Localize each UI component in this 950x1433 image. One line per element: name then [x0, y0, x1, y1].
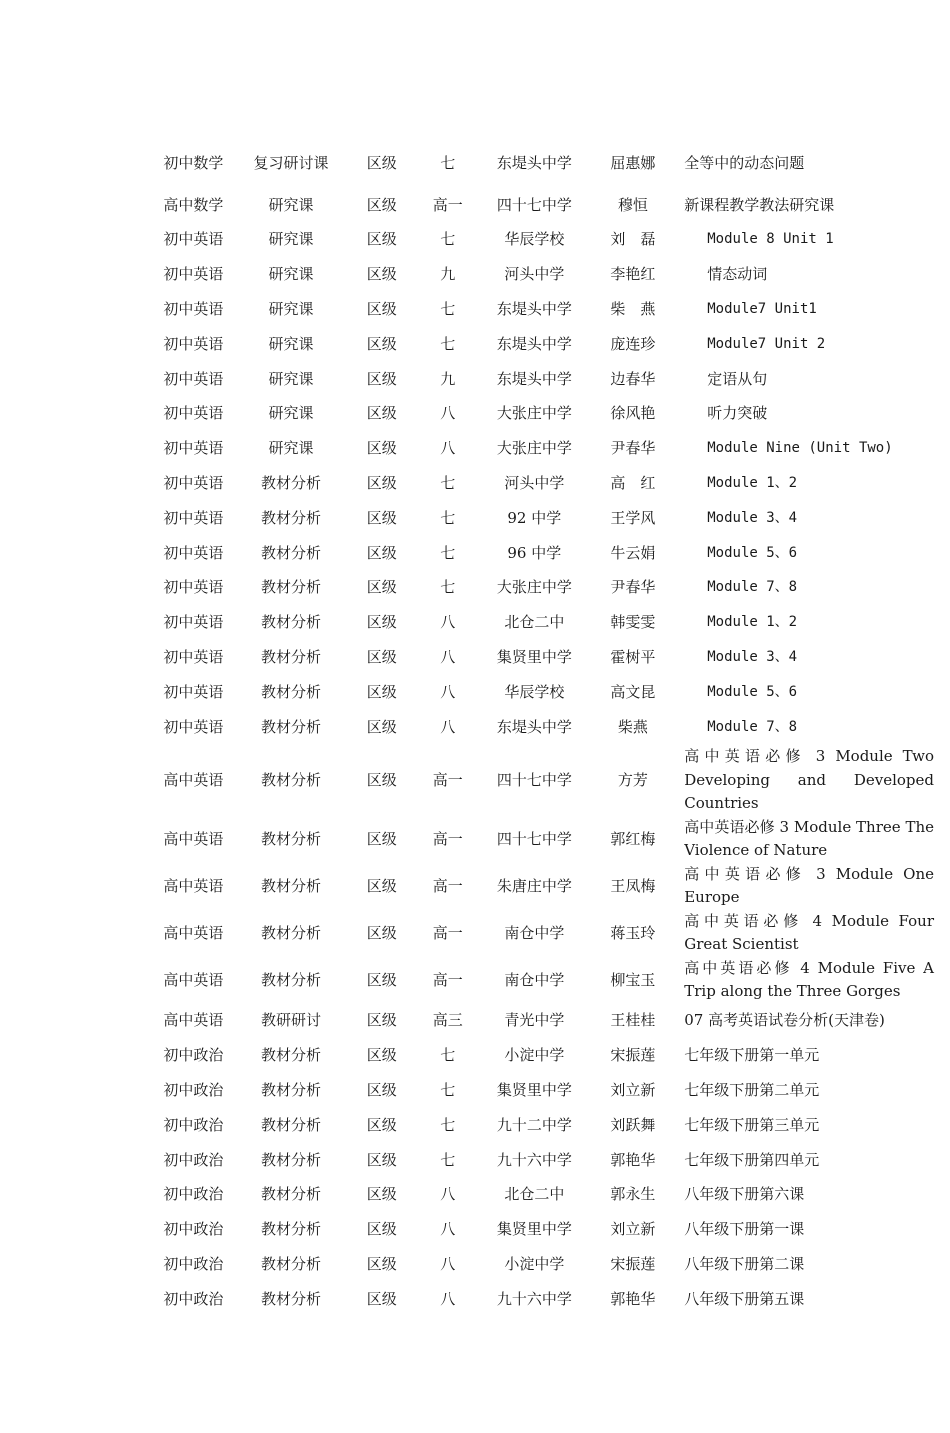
level-cell: 区级	[366, 154, 397, 173]
school-cell: 河头中学	[504, 474, 565, 493]
type-cell: 研究课	[268, 300, 314, 319]
table-row	[154, 258, 950, 293]
topic-cell: Module7 Unit 2	[707, 335, 826, 352]
subject-cell: 高中数学	[163, 195, 224, 214]
teacher-cell: 宋振莲	[610, 1254, 656, 1273]
level-cell: 区级	[366, 334, 397, 353]
grade-cell: 七	[440, 508, 456, 527]
topic-cell: Module 5、6	[707, 544, 798, 561]
topic-cell: 八年级下册第一课	[684, 1220, 805, 1239]
school-cell: 96 中学	[507, 543, 562, 562]
grade-cell: 八	[440, 682, 456, 701]
subject-cell: 初中英语	[163, 230, 224, 249]
schedule-table	[154, 140, 950, 1317]
level-cell: 区级	[366, 613, 397, 632]
type-cell: 教材分析	[260, 474, 321, 493]
school-cell: 河头中学	[504, 265, 565, 284]
grade-cell: 七	[440, 1046, 456, 1065]
type-cell: 复习研讨课	[253, 154, 329, 173]
topic-cell: 情态动词	[707, 265, 768, 284]
type-cell: 教材分析	[260, 578, 321, 597]
school-cell: 小淀中学	[504, 1046, 565, 1065]
topic-cell: Module Nine (Unit Two)	[707, 440, 893, 457]
topic-cell: 定语从句	[707, 369, 768, 388]
table-row	[154, 1073, 950, 1108]
school-cell: 东堤头中学	[496, 334, 572, 353]
grade-cell: 九	[440, 369, 456, 388]
teacher-cell: 王学风	[610, 508, 656, 527]
school-cell: 集贤里中学	[496, 1080, 572, 1099]
type-cell: 教材分析	[260, 1115, 321, 1134]
subject-cell: 高中英语	[163, 770, 224, 789]
table-row	[154, 863, 950, 910]
school-cell: 华辰学校	[504, 230, 565, 249]
topic-cell: 七年级下册第三单元	[684, 1115, 820, 1134]
grade-cell: 高一	[432, 876, 463, 895]
table-row	[154, 188, 950, 223]
teacher-cell: 郭永生	[610, 1185, 656, 1204]
table-row	[154, 223, 950, 258]
topic-cell: Module 7、8	[707, 579, 798, 596]
teacher-cell: 王凤梅	[610, 876, 656, 895]
type-cell: 教材分析	[260, 717, 321, 736]
level-cell: 区级	[366, 1185, 397, 1204]
subject-cell: 初中政治	[163, 1254, 224, 1273]
topic-cell: 高中英语必修 4 Module Four Great Scientist	[684, 911, 934, 954]
teacher-cell: 柴 燕	[610, 300, 656, 319]
school-cell: 九十六中学	[496, 1150, 572, 1169]
teacher-cell: 柴燕	[617, 717, 648, 736]
grade-cell: 高一	[432, 770, 463, 789]
school-cell: 四十七中学	[496, 770, 572, 789]
teacher-cell: 柳宝玉	[610, 970, 656, 989]
table-row	[154, 745, 950, 816]
teacher-cell: 边春华	[610, 369, 656, 388]
school-cell: 北仓二中	[504, 613, 565, 632]
table-row	[154, 466, 950, 501]
subject-cell: 初中政治	[163, 1220, 224, 1239]
topic-cell: 07 高考英语试卷分析(天津卷)	[684, 1011, 885, 1030]
level-cell: 区级	[366, 770, 397, 789]
level-cell: 区级	[366, 1046, 397, 1065]
table-row	[154, 292, 950, 327]
grade-cell: 高一	[432, 970, 463, 989]
table-row	[154, 606, 950, 641]
grade-cell: 七	[440, 1150, 456, 1169]
teacher-cell: 牛云娟	[610, 543, 656, 562]
subject-cell: 初中英语	[163, 543, 224, 562]
topic-cell: 听力突破	[707, 404, 768, 423]
teacher-cell: 郭艳华	[610, 1150, 656, 1169]
type-cell: 研究课	[268, 334, 314, 353]
topic-cell: Module 7、8	[707, 718, 798, 735]
table-row	[154, 816, 950, 863]
topic-cell: 高中英语必修 4 Module Five A Trip along the Three Gorges	[684, 958, 934, 1001]
school-cell: 大张庄中学	[496, 439, 572, 458]
subject-cell: 高中英语	[163, 829, 224, 848]
subject-cell: 高中英语	[163, 923, 224, 942]
grade-cell: 八	[440, 1220, 456, 1239]
table-row	[154, 1143, 950, 1178]
table-row	[154, 957, 950, 1004]
school-cell: 东堤头中学	[496, 369, 572, 388]
table-row	[154, 1039, 950, 1074]
teacher-cell: 刘 磊	[610, 230, 656, 249]
type-cell: 教材分析	[260, 1254, 321, 1273]
school-cell: 四十七中学	[496, 195, 572, 214]
topic-cell: 全等中的动态问题	[684, 154, 805, 173]
level-cell: 区级	[366, 682, 397, 701]
teacher-cell: 高 红	[610, 474, 656, 493]
teacher-cell: 庞连珍	[610, 334, 656, 353]
table-row	[154, 1108, 950, 1143]
subject-cell: 初中政治	[163, 1115, 224, 1134]
grade-cell: 高一	[432, 829, 463, 848]
grade-cell: 八	[440, 648, 456, 666]
table-row	[154, 571, 950, 606]
level-cell: 区级	[366, 543, 397, 562]
subject-cell: 初中英语	[163, 439, 224, 458]
level-cell: 区级	[366, 1011, 397, 1030]
topic-cell: 高中英语必修 3 Module Two Developing and Developed Countries	[684, 747, 934, 812]
school-cell: 小淀中学	[504, 1254, 565, 1273]
level-cell: 区级	[366, 508, 397, 527]
school-cell: 朱唐庄中学	[496, 876, 572, 895]
level-cell: 区级	[366, 876, 397, 895]
grade-cell: 九	[440, 265, 456, 284]
type-cell: 研究课	[268, 265, 314, 284]
school-cell: 大张庄中学	[496, 578, 572, 597]
level-cell: 区级	[366, 717, 397, 736]
table-row	[154, 1247, 950, 1282]
type-cell: 教材分析	[260, 1046, 321, 1065]
table-row	[154, 1004, 950, 1039]
school-cell: 华辰学校	[504, 682, 565, 701]
table-row	[154, 910, 950, 957]
subject-cell: 初中政治	[163, 1185, 224, 1204]
teacher-cell: 穆恒	[617, 195, 648, 214]
type-cell: 教材分析	[260, 970, 321, 989]
subject-cell: 初中政治	[163, 1046, 224, 1065]
grade-cell: 八	[440, 717, 456, 736]
school-cell: 南仓中学	[504, 923, 565, 942]
teacher-cell: 尹春华	[610, 578, 656, 597]
grade-cell: 八	[440, 404, 456, 423]
grade-cell: 八	[440, 1185, 456, 1204]
level-cell: 区级	[366, 578, 397, 597]
type-cell: 研究课	[268, 195, 314, 214]
topic-cell: Module 1、2	[707, 475, 798, 492]
type-cell: 教研研讨	[260, 1011, 321, 1030]
school-cell: 92 中学	[507, 508, 562, 527]
subject-cell: 初中英语	[163, 613, 224, 632]
table-row	[154, 675, 950, 710]
topic-cell: Module 3、4	[707, 509, 798, 526]
table-row	[154, 1178, 950, 1213]
school-cell: 四十七中学	[496, 829, 572, 848]
subject-cell: 初中政治	[163, 1289, 224, 1308]
level-cell: 区级	[366, 1220, 397, 1239]
school-cell: 北仓二中	[504, 1185, 565, 1204]
teacher-cell: 李艳红	[610, 265, 656, 284]
topic-cell: Module 5、6	[707, 683, 798, 700]
subject-cell: 初中英语	[163, 578, 224, 597]
subject-cell: 初中英语	[163, 717, 224, 736]
grade-cell: 七	[440, 300, 456, 319]
type-cell: 教材分析	[260, 508, 321, 527]
grade-cell: 八	[440, 1289, 456, 1308]
type-cell: 教材分析	[260, 1185, 321, 1204]
type-cell: 教材分析	[260, 876, 321, 895]
teacher-cell: 屈惠娜	[610, 154, 656, 173]
school-cell: 九十二中学	[496, 1115, 572, 1134]
teacher-cell: 刘立新	[610, 1080, 656, 1099]
table-row	[154, 432, 950, 467]
table-row	[154, 710, 950, 745]
table-row	[154, 362, 950, 397]
topic-cell: 八年级下册第五课	[684, 1289, 805, 1308]
type-cell: 教材分析	[260, 543, 321, 562]
teacher-cell: 徐风艳	[610, 404, 656, 423]
type-cell: 教材分析	[260, 1220, 321, 1239]
type-cell: 教材分析	[260, 1289, 321, 1308]
level-cell: 区级	[366, 1080, 397, 1099]
school-cell: 东堤头中学	[496, 300, 572, 319]
subject-cell: 初中政治	[163, 1080, 224, 1099]
level-cell: 区级	[366, 829, 397, 848]
school-cell: 东堤头中学	[496, 154, 572, 173]
grade-cell: 七	[440, 1080, 456, 1099]
topic-cell: Module7 Unit1	[707, 301, 817, 318]
subject-cell: 初中数学	[163, 154, 224, 173]
teacher-cell: 刘立新	[610, 1220, 656, 1239]
level-cell: 区级	[366, 1289, 397, 1308]
table-row	[154, 501, 950, 536]
subject-cell: 初中英语	[163, 334, 224, 353]
teacher-cell: 韩雯雯	[610, 613, 656, 632]
level-cell: 区级	[366, 1115, 397, 1134]
grade-cell: 七	[440, 543, 456, 562]
grade-cell: 八	[440, 439, 456, 458]
table-row	[154, 536, 950, 571]
type-cell: 教材分析	[260, 770, 321, 789]
subject-cell: 初中英语	[163, 648, 224, 666]
level-cell: 区级	[366, 970, 397, 989]
school-cell: 九十六中学	[496, 1289, 572, 1308]
school-cell: 大张庄中学	[496, 404, 572, 423]
grade-cell: 七	[440, 474, 456, 493]
subject-cell: 高中英语	[163, 970, 224, 989]
subject-cell: 高中英语	[163, 876, 224, 895]
type-cell: 教材分析	[260, 1080, 321, 1099]
type-cell: 教材分析	[260, 1150, 321, 1169]
grade-cell: 高一	[432, 195, 463, 214]
schedule-table-body	[154, 140, 950, 1317]
level-cell: 区级	[366, 230, 397, 249]
grade-cell: 高三	[432, 1011, 463, 1030]
type-cell: 教材分析	[260, 613, 321, 632]
topic-cell: Module 1、2	[707, 614, 798, 631]
grade-cell: 高一	[432, 923, 463, 942]
subject-cell: 初中英语	[163, 474, 224, 493]
subject-cell: 初中英语	[163, 265, 224, 284]
teacher-cell: 高文昆	[610, 682, 656, 701]
level-cell: 区级	[366, 923, 397, 942]
topic-cell: 七年级下册第二单元	[684, 1080, 820, 1099]
subject-cell: 初中英语	[163, 300, 224, 319]
grade-cell: 七	[440, 578, 456, 597]
table-row	[154, 140, 950, 188]
level-cell: 区级	[366, 648, 397, 666]
type-cell: 教材分析	[260, 829, 321, 848]
grade-cell: 八	[440, 613, 456, 632]
table-row	[154, 1282, 950, 1317]
type-cell: 研究课	[268, 369, 314, 388]
topic-cell: 八年级下册第二课	[684, 1254, 805, 1273]
type-cell: 研究课	[268, 439, 314, 458]
subject-cell: 高中英语	[163, 1011, 224, 1030]
grade-cell: 七	[440, 334, 456, 353]
school-cell: 青光中学	[504, 1011, 565, 1030]
grade-cell: 七	[440, 1115, 456, 1134]
grade-cell: 七	[440, 230, 456, 249]
teacher-cell: 霍树平	[610, 648, 656, 666]
teacher-cell: 郭艳华	[610, 1289, 656, 1308]
type-cell: 研究课	[268, 404, 314, 423]
topic-cell: Module 8 Unit 1	[707, 231, 834, 248]
school-cell: 集贤里中学	[496, 1220, 572, 1239]
school-cell: 集贤里中学	[496, 648, 572, 666]
table-row	[154, 1213, 950, 1248]
table-row	[154, 397, 950, 432]
grade-cell: 七	[440, 154, 456, 173]
type-cell: 研究课	[268, 230, 314, 249]
school-cell: 南仓中学	[504, 970, 565, 989]
subject-cell: 初中英语	[163, 404, 224, 423]
level-cell: 区级	[366, 195, 397, 214]
topic-cell: 新课程教学教法研究课	[684, 195, 835, 214]
level-cell: 区级	[366, 265, 397, 284]
level-cell: 区级	[366, 474, 397, 493]
subject-cell: 初中英语	[163, 508, 224, 527]
topic-cell: 高中英语必修 3 Module Three The Violence of Nature	[684, 817, 934, 860]
level-cell: 区级	[366, 1150, 397, 1169]
type-cell: 教材分析	[260, 682, 321, 701]
table-row	[154, 327, 950, 362]
topic-cell: 七年级下册第四单元	[684, 1150, 820, 1169]
level-cell: 区级	[366, 404, 397, 423]
topic-cell: 高中英语必修 3 Module One Europe	[684, 864, 934, 907]
type-cell: 教材分析	[260, 648, 321, 666]
teacher-cell: 郭红梅	[610, 829, 656, 848]
topic-cell: Module 3、4	[707, 649, 798, 665]
level-cell: 区级	[366, 439, 397, 458]
subject-cell: 初中英语	[163, 369, 224, 388]
teacher-cell: 蒋玉玲	[610, 923, 656, 942]
teacher-cell: 王桂桂	[610, 1011, 656, 1030]
teacher-cell: 尹春华	[610, 439, 656, 458]
topic-cell: 八年级下册第六课	[684, 1185, 805, 1204]
subject-cell: 初中英语	[163, 682, 224, 701]
topic-cell: 七年级下册第一单元	[684, 1046, 820, 1065]
level-cell: 区级	[366, 369, 397, 388]
subject-cell: 初中政治	[163, 1150, 224, 1169]
level-cell: 区级	[366, 300, 397, 319]
type-cell: 教材分析	[260, 923, 321, 942]
level-cell: 区级	[366, 1254, 397, 1273]
teacher-cell: 宋振莲	[610, 1046, 656, 1065]
school-cell: 东堤头中学	[496, 717, 572, 736]
table-row	[154, 640, 950, 675]
grade-cell: 八	[440, 1254, 456, 1273]
teacher-cell: 刘跃舞	[610, 1115, 656, 1134]
teacher-cell: 方芳	[617, 770, 648, 789]
